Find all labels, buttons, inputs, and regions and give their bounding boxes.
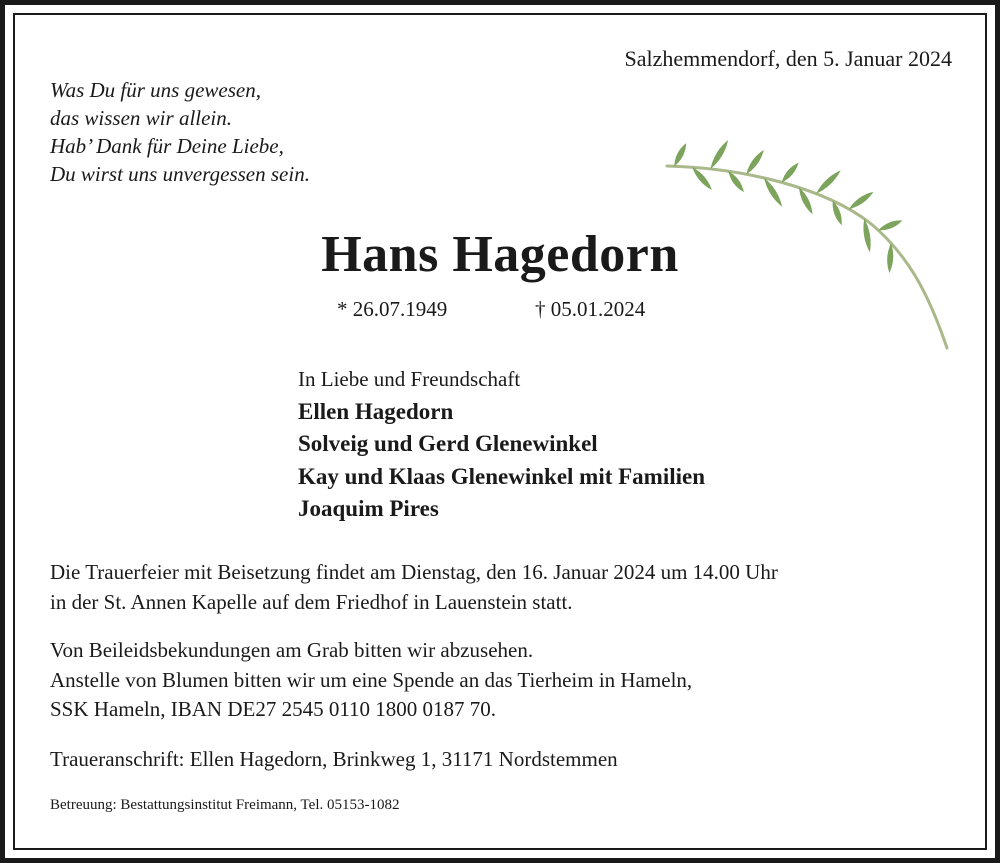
funeral-home-credit: Betreuung: Bestattungsinstitut Freimann, Tel. 05153-1082 [50, 797, 400, 813]
donation-info [50, 636, 692, 725]
olive-leaf [779, 161, 800, 185]
birth-date: * 26.07.1949 [337, 297, 448, 321]
poem-line: Was Du für uns gewesen, [50, 78, 261, 102]
place-date: Salzhemmendorf, den 5. Januar 2024 [624, 46, 952, 71]
poem-line: Du wirst uns unvergessen sein. [50, 162, 310, 186]
funeral-info [50, 558, 778, 617]
donation-line: SSK Hameln, IBAN DE27 2545 0110 1800 0187 70. [50, 697, 497, 721]
mourners-intro: In Liebe und Freundschaft [298, 367, 521, 391]
funeral-line: in der St. Annen Kapelle auf dem Friedhof in Lauenstein statt. [50, 589, 573, 614]
mourner-name: Joaquim Pires [298, 496, 439, 521]
deceased-name: Hans Hagedorn [321, 226, 679, 283]
donation-line: Anstelle von Blumen bitten wir um eine Spende an das Tierheim in Hameln, [50, 667, 693, 692]
mourner-name: Kay und Klaas Glenewinkel mit Familien [298, 463, 706, 489]
funeral-line: Die Trauerfeier mit Beisetzung findet am Dienstag, den 16. Januar 2024 um 14.00 Uhr [50, 560, 778, 584]
olive-leaf [672, 142, 689, 168]
mourner-name: Ellen Hagedorn [298, 398, 454, 424]
poem-line: Hab’ Dank für Deine Liebe, [50, 134, 284, 158]
poem [50, 76, 310, 188]
olive-leaf [744, 148, 766, 176]
mourners-block [298, 363, 705, 526]
mourning-address: Traueranschrift: Ellen Hagedorn, Brinkweg 1, 31171 Nordstemmen [50, 747, 618, 771]
mourner-name: Solveig und Gerd Glenewinkel [298, 431, 598, 456]
olive-leaf [847, 189, 875, 211]
donation-line: Von Beileidsbekundungen am Grab bitten wir abzusehen. [50, 638, 534, 662]
death-date: † 05.01.2024 [535, 297, 646, 321]
olive-leaf [814, 168, 843, 196]
poem-line: das wissen wir allein. [50, 106, 233, 130]
olive-leaf [708, 138, 731, 170]
